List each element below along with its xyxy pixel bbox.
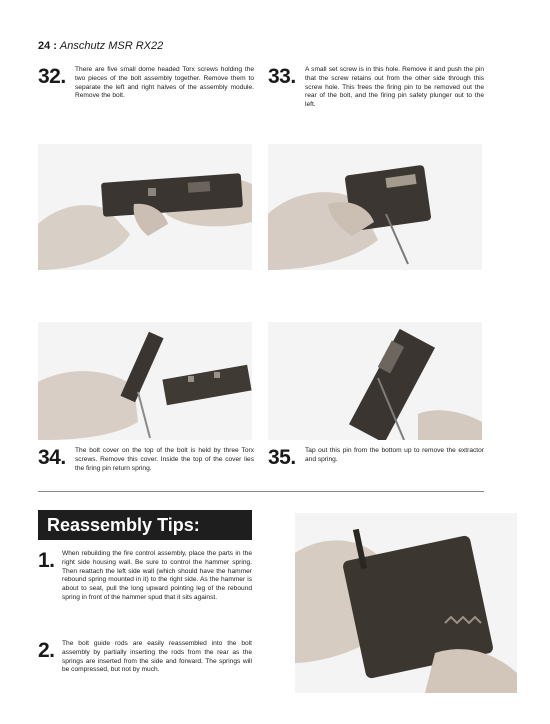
photo-reassembly-bolt-guide-rods: [295, 513, 517, 693]
reassembly-heading: Reassembly Tips:: [38, 510, 252, 540]
photo-extractor-pin: [268, 322, 482, 440]
step-33: [268, 66, 484, 122]
step-32: [38, 66, 254, 122]
section-divider: [38, 491, 484, 492]
reassembly-tip-2: [38, 640, 252, 696]
step-number: 34.: [38, 446, 66, 469]
step-text: There are five small dome headed Torx screws holding the two pieces of the bolt assembly together. Remove them to separate the left and right halves of the assembly module. Remove the bolt.: [75, 66, 254, 100]
step-number: 35.: [268, 446, 296, 469]
book-title: Anschutz MSR RX22: [59, 40, 164, 52]
tip-number: 1.: [38, 549, 55, 572]
step-34: [38, 447, 254, 483]
header-separator: :: [53, 40, 57, 52]
step-35: [268, 447, 484, 483]
photo-set-screw-hole: [268, 144, 482, 270]
step-text: A small set screw is in this hole. Remove it and push the pin that the screw retains out from the other side through this screw hole. This frees the firing pin to be removed out the rear of the bolt, and the firing pin safety plunger out to the left.: [305, 66, 484, 109]
tip-text: When rebuilding the fire control assembly, place the parts in the right side housing wall. Be sure to control the hammer spring. Then reattach the left side wall (which should have the hammer rebound spring mounted in it) to the right side. As the hammer is about to seat, pull the long upward pointing leg of the rebound spring in front of the hammer spud that it sits against.: [62, 550, 252, 601]
step-number: 33.: [268, 65, 296, 88]
tip-text: The bolt guide rods are easily reassembled into the bolt assembly by partially inserting the rods from the rear as the springs are inserted from the side and forward. The springs will be compressed, but not by much.: [62, 640, 252, 674]
step-text: Tap out this pin from the bottom up to remove the extractor and spring.: [305, 447, 484, 463]
reassembly-tip-1: [38, 550, 252, 628]
page-header: [38, 40, 163, 52]
photo-bolt-cover: [38, 322, 252, 440]
tip-number: 2.: [38, 639, 55, 662]
photo-bolt-assembly-halves: [38, 144, 252, 270]
step-number: 32.: [38, 65, 66, 88]
step-text: The bolt cover on the top of the bolt is held by three Torx screws. Remove this cover. Inside the top of the cover lies the firing pin return spring.: [75, 447, 254, 472]
page-number: 24: [38, 40, 51, 52]
